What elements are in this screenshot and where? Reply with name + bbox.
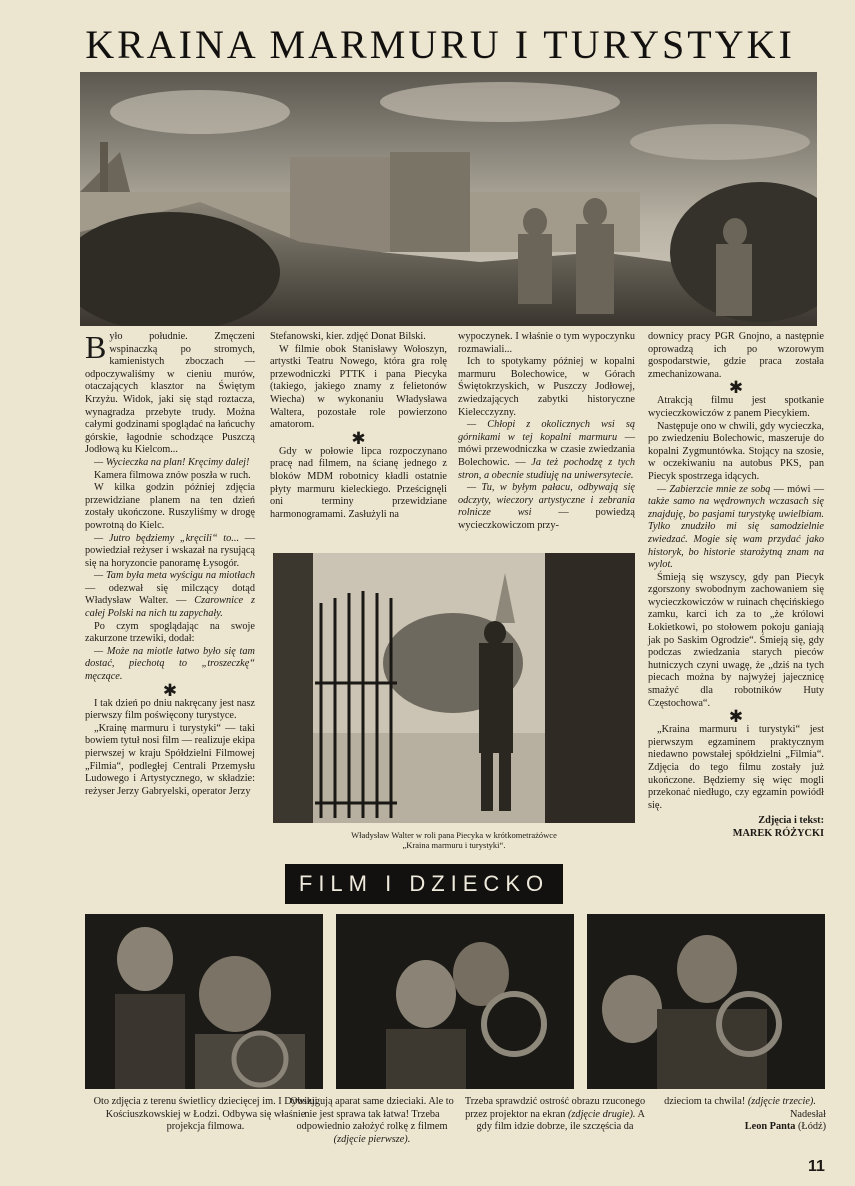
paragraph: „Krainę marmuru i turystyki“ — taki bowiem tytuł nosi film — realizuje ekipa pierwszej w kraju Spółdzielni Filmowej „Filmia“, podległej Centrali Przemysłu Ludowego i Artystycznego, w składzie: reżyser Jerzy Gabryelski, operator Jerzy — [85, 722, 255, 797]
castle-photo — [80, 72, 817, 326]
paragraph: Trzeba sprawdzić ostrość obrazu rzuconego przez projektor na ekran — [464, 1096, 646, 1120]
paragraph: — powiedzą wycieczkowiczom przy- — [458, 507, 635, 531]
bottom-column-2 — [283, 1096, 461, 1146]
asterisk-divider: ✱ — [728, 378, 744, 398]
caption-line: „Kraina marmuru i turystyki“. — [402, 840, 506, 850]
paragraph: W kilka godzin później zdjęcia przewidziane planem na ten dzień zostały ukończone. Ruszyliśmy w drogę powrotną do Kielc. — [85, 482, 255, 531]
asterisk-divider: ✱ — [351, 428, 366, 448]
asterisk-divider: ✱ — [728, 707, 744, 727]
castle-landscape-image — [80, 72, 817, 326]
section-banner: FILM I DZIECKO — [285, 864, 563, 904]
paragraph: Oto zdjęcia z terenu świetlicy dziecięcej im. I Dywizji Kościuszkowskiej w Łodzi. Odbywa się właśnie projekcja filmowa. — [93, 1096, 318, 1133]
paragraph: Obsługują aparat same dzieciaki. Ale to nie jest sprawa tak łatwa! Trzeba odpowiednio założyć rolkę z filmem — [290, 1096, 454, 1133]
paragraph: Stefanowski, kier. zdjęć Donat Bilski. — [270, 331, 426, 342]
paragraph: „Kraina marmuru i turystyki“ jest pierwszym egzaminem praktycznym niedawno powstałej spółdzielni „Filmia“. Zdjęcia do tego filmu zostały już ukończone. Będziemy się więc mogli przekonać niedługo, czy egzamin powiódł się. — [648, 724, 824, 811]
paragraph: Następuje ono w chwili, gdy wycieczka, po zwiedzeniu Bolechowic, maszeruje do kopalni Zygmuntówka. Stojący na szosie, w oczekiwaniu na autobus PKS, pan Piecyk spostrzega idących. — [648, 420, 824, 482]
asterisk-divider: ✱ — [162, 680, 178, 700]
bottom-column-3 — [464, 1096, 646, 1134]
quote: — Tam była meta wyścigu na miotłach — [94, 570, 255, 582]
paragraph: Gdy w połowie lipca rozpoczynano pracę nad filmem, na ścianę jednego z bloków MDM robotnicy kładli ostatnie płyty marmuru kieleckiego. Prześcignęli oni terminy przewidziane harmonogramami. Zasłużyli na — [270, 445, 447, 520]
quote: Ja też pochodzę z tych stron, a obecnie studiuję na uniwersytecie. — [458, 456, 635, 481]
paragraph: Śmieją się wszyscy, gdy pan Piecyk zgorszony swobodnym zachowaniem się wycieczkowiczów w ruinach chęcińskiego zamku, karci ich za to „że królowi Łokietkowi, po stołowem pokoju ganiają jak po Saskim Ogrodzie“. Śmieją się, gdy podczas zwiedzania starych pieców hutniczych czyni uwagę, że „dziś na tych piecach można by najwyżej jajecznicę smażyć dla robotników Huty Częstochowa“. — [648, 571, 824, 709]
paragraph: wypoczynek. I właśnie o tym wypoczynku rozmawiali... — [458, 331, 635, 355]
page-headline: KRAINA MARMURU I TURYSTYKI — [85, 22, 795, 67]
children-projector-image — [587, 914, 825, 1089]
paragraph: Kamera filmowa znów poszła w ruch. — [94, 469, 251, 481]
article-column-2 — [270, 331, 447, 521]
children-photo-2 — [336, 914, 574, 1089]
paragraph: dzieciom ta chwila! — [664, 1096, 748, 1107]
paragraph: — Wycieczka na plan! Kręcimy dalej! — [94, 456, 250, 468]
credit-name: MAREK RÓŻYCKI — [732, 827, 824, 839]
page-number: 11 — [808, 1158, 825, 1175]
paragraph: W filmie obok Stanisławy Wołoszyn, artystki Teatru Nowego, która gra rolę przewodniczki PTTK i pana Piecyka (takiego, jakiego znamy z felietonów Wiecha) w wykonaniu Władysława Waltera, pozostałe role powierzono amatorom. — [270, 343, 447, 431]
gate-scene-image — [273, 553, 635, 823]
photo-reference: (zdjęcie drugie). — [567, 1108, 636, 1120]
caption-line: Władysław Walter w roli pana Piecyka w krótkometrażówce — [351, 830, 557, 840]
sender-label: Nadesłał — [789, 1108, 826, 1120]
paragraph: — mówi — — [770, 483, 824, 495]
paragraph: — mówi przewodniczka w czasie zwiedzania Bolechowic. — — [458, 431, 635, 468]
quote: — Jutro będziemy „kręcili“ to... — [94, 532, 240, 544]
photo-caption — [273, 830, 635, 850]
paragraph: Po czym spoglądając na swoje zakurzone trzewiki, dodał: — [85, 620, 255, 645]
quote: — Chłopi z okolicznych wsi są górnikami w tej kopalni marmuru — [458, 419, 635, 443]
quote: — Zabierzcie mnie ze sobą — [657, 483, 771, 495]
drop-cap: B — [85, 329, 107, 365]
article-column-1 — [85, 331, 255, 798]
article-column-3 — [458, 331, 635, 533]
quote: Czarownice z całej Polski na nich tu zapychały. — [85, 595, 255, 620]
paragraph: — odezwał się milczący dotąd Władysław Walter. — — [85, 582, 255, 607]
paragraph: A gdy film idzie dobrze, ile szczęścia da — [476, 1108, 645, 1133]
paragraph: Atrakcją filmu jest spotkanie wycieczkowiczów z panem Piecykiem. — [648, 395, 824, 419]
lead-paragraph: yło południe. Zmęczeni wspinaczką po stromych, kamienistych zboczach — odpoczywaliśmy w cieniu murów, otaczających klasztor na Świętym Krzyżu. Widok, jaki się stąd roztacza, wynagradza przebyte trudy. Można całymi godzinami spoglądać na łańcuchy górskie, łagodnie schodzące Puszczą Jodłową ku Kielcom... — [85, 331, 255, 456]
sender-city: (Łódź) — [795, 1121, 826, 1133]
photo-reference: (zdjęcie pierwsze). — [333, 1133, 411, 1145]
photo-reference: (zdjęcie trzecie). — [747, 1096, 816, 1107]
article-column-4 — [648, 331, 824, 841]
children-projector-image — [85, 914, 323, 1089]
bottom-column-4 — [654, 1096, 826, 1134]
children-photo-1 — [85, 914, 323, 1089]
paragraph: I tak dzień po dniu nakręcany jest nasz pierwszy film poświęcony turystyce. — [85, 697, 255, 722]
paragraph: Ich to spotykamy później w kopalni marmuru Bolechowice, w Górach Świętokrzyskich, w Puszczy Jodłowej, zwiedzających zabytki historyczne Kielecczyzny. — [458, 356, 635, 418]
credit-label: Zdjęcia i tekst: — [758, 815, 824, 827]
gate-photo — [273, 553, 635, 823]
children-projector-image — [336, 914, 574, 1089]
quote: — Może na miotle łatwo było się tam dostać, piechotą to „troszeczkę“ męczące. — [85, 645, 255, 683]
children-photo-3 — [587, 914, 825, 1089]
paragraph: — powiedział reżyser i wskazał na rysującą się na horyzoncie panoramę Łysogór. — [85, 532, 255, 569]
quote: — Tu, w byłym pałacu, odbywają się odczyty, wieczory artystyczne i zebrania rolnicze wsi — [458, 482, 635, 519]
paragraph: downicy pracy PGR Gnojno, a następnie oprowadzą ich po wzorowym gospodarstwie, gdzie praca została zmechanizowana. — [648, 331, 824, 380]
quote: także samo na wędrownych wczasach się znajduję, bo pasjami turystykę uwielbiam. Tylko znudziło mi się samodzielnie zwiedzać. Mogie się wam przydać jako historyk, bo historie starożytną znam na wylot. — [648, 496, 824, 571]
sender-name: Leon Panta — [744, 1121, 796, 1133]
